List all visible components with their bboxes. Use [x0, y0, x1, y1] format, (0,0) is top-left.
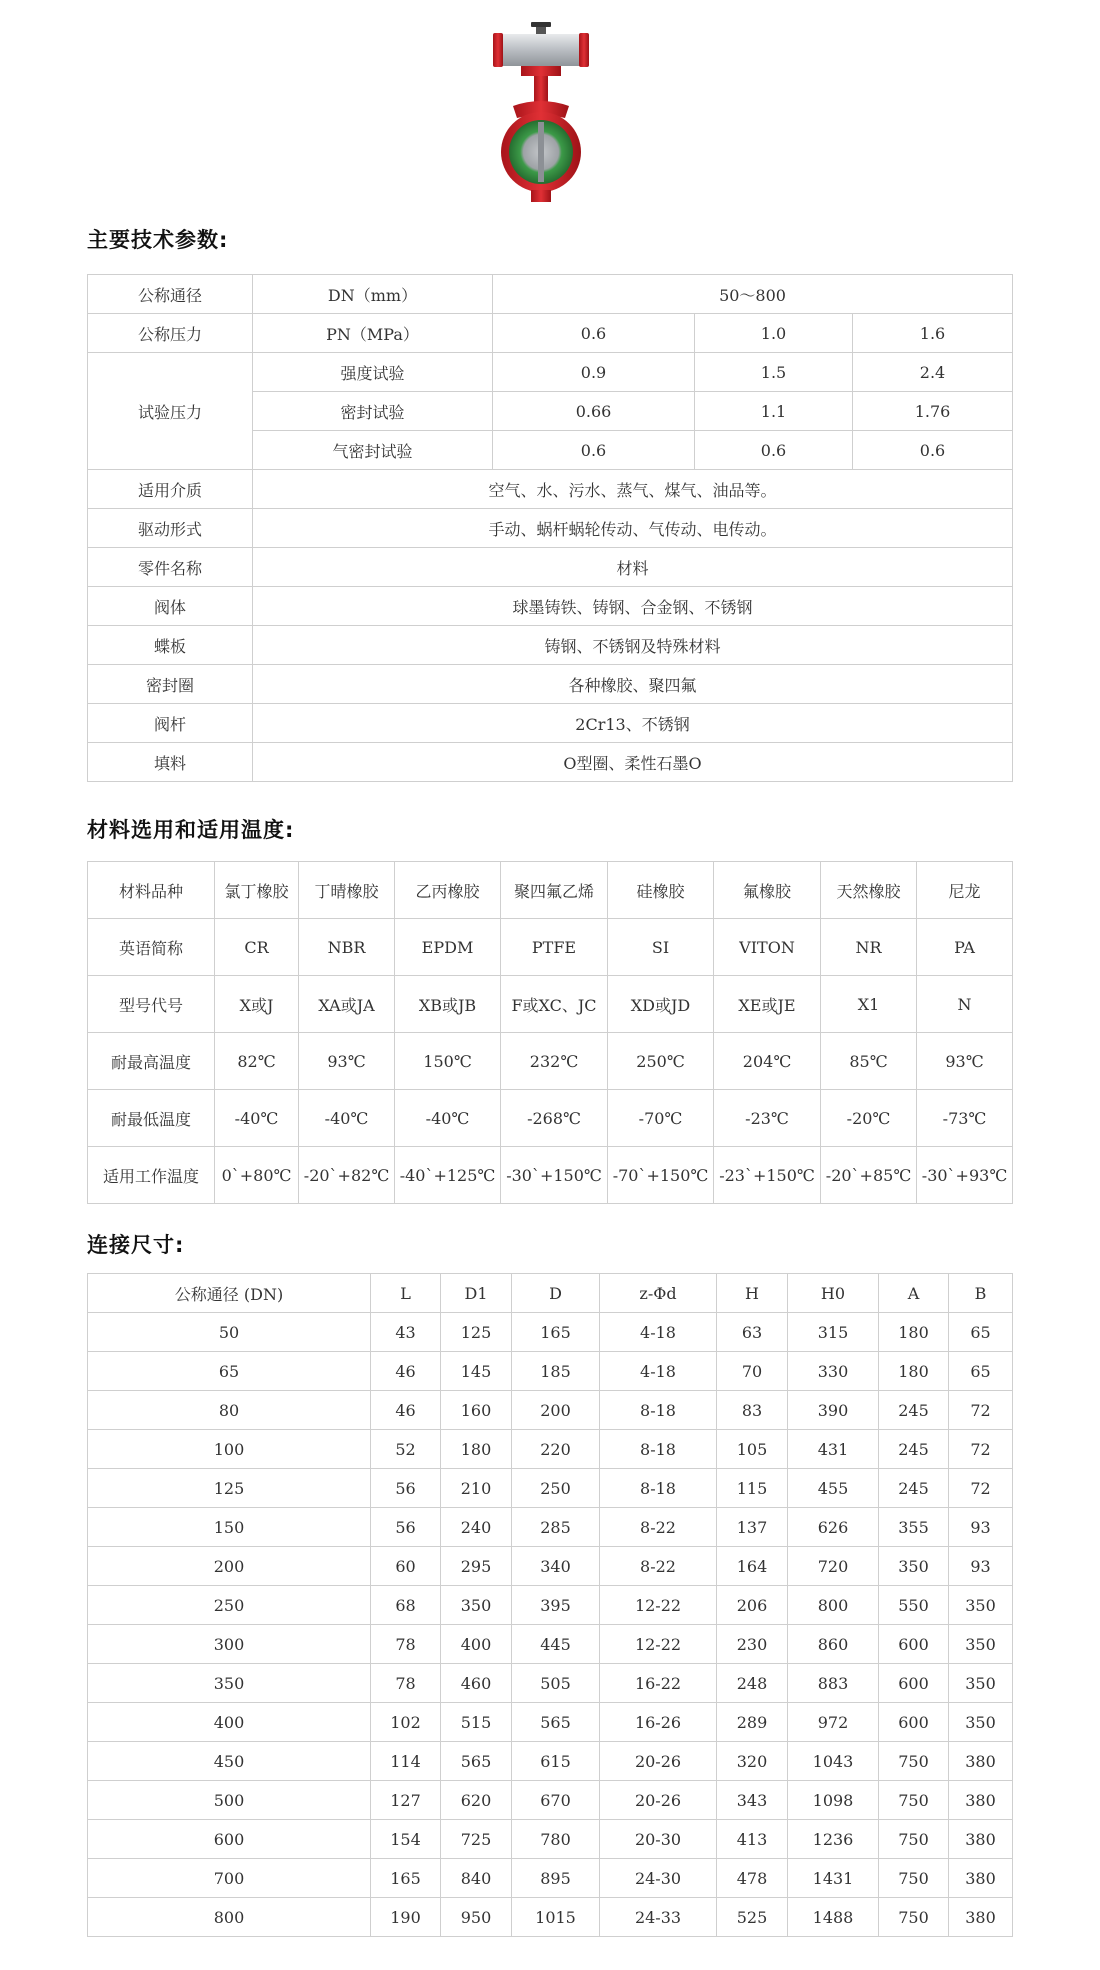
table-cell: 46 [371, 1352, 441, 1391]
table-cell: X或J [215, 976, 299, 1033]
table-cell: NR [821, 919, 917, 976]
table-cell: 硅橡胶 [608, 862, 714, 919]
table-cell: 180 [441, 1430, 512, 1469]
table-cell: 65 [949, 1352, 1013, 1391]
air-seal-value: 0.6 [695, 431, 853, 470]
table-cell: 耐最高温度 [88, 1033, 215, 1090]
table-cell: 355 [879, 1508, 949, 1547]
table-row [88, 704, 1013, 743]
main-params-heading: 主要技术参数: [87, 228, 229, 252]
table-cell: 250℃ [608, 1033, 714, 1090]
table-cell: 750 [879, 1781, 949, 1820]
table-cell: -30`+150℃ [501, 1147, 608, 1204]
disc-label: 蝶板 [88, 626, 253, 665]
strength-value: 1.5 [695, 353, 853, 392]
table-cell: 750 [879, 1820, 949, 1859]
table-row [88, 353, 1013, 392]
table-cell: 210 [441, 1469, 512, 1508]
table-cell: 125 [88, 1469, 371, 1508]
table-cell: 8-18 [600, 1391, 717, 1430]
table-cell: -30`+93℃ [917, 1147, 1013, 1204]
table-row [88, 626, 1013, 665]
disc-value: 铸钢、不锈钢及特殊材料 [253, 626, 1013, 665]
strength-test-label: 强度试验 [253, 353, 493, 392]
table-cell: 750 [879, 1742, 949, 1781]
pn-value: 1.6 [853, 314, 1013, 353]
table-cell: 550 [879, 1586, 949, 1625]
table-cell: 1431 [788, 1859, 879, 1898]
table-row [88, 1781, 1013, 1820]
table-cell: 390 [788, 1391, 879, 1430]
table-row [88, 275, 1013, 314]
table-cell: 380 [949, 1742, 1013, 1781]
table-row [88, 665, 1013, 704]
table-cell: 1236 [788, 1820, 879, 1859]
table-cell: 230 [717, 1625, 788, 1664]
table-cell: 100 [88, 1430, 371, 1469]
table-cell: 204℃ [714, 1033, 821, 1090]
table-cell: 250 [88, 1586, 371, 1625]
table-row [88, 1033, 1013, 1090]
table-cell: 670 [512, 1781, 600, 1820]
stem-value: 2Cr13、不锈钢 [253, 704, 1013, 743]
table-cell: 460 [441, 1664, 512, 1703]
main-params-table [87, 274, 1013, 782]
table-cell: 840 [441, 1859, 512, 1898]
table-row [88, 743, 1013, 782]
table-cell: 950 [441, 1898, 512, 1937]
table-cell: XA或JA [299, 976, 395, 1033]
table-cell: 315 [788, 1313, 879, 1352]
table-cell: 93 [949, 1547, 1013, 1586]
seal-value: 1.76 [853, 392, 1013, 431]
table-cell: 720 [788, 1547, 879, 1586]
table-cell: 565 [441, 1742, 512, 1781]
table-cell: 515 [441, 1703, 512, 1742]
column-header: H [717, 1274, 788, 1313]
table-cell: 4-18 [600, 1352, 717, 1391]
table-cell: 83 [717, 1391, 788, 1430]
table-cell: -70`+150℃ [608, 1147, 714, 1204]
table-cell: 氯丁橡胶 [215, 862, 299, 919]
table-cell: 455 [788, 1469, 879, 1508]
table-cell: 725 [441, 1820, 512, 1859]
table-row [88, 509, 1013, 548]
table-cell: 78 [371, 1664, 441, 1703]
table-cell: XE或JE [714, 976, 821, 1033]
table-cell: 160 [441, 1391, 512, 1430]
table-cell: 800 [788, 1586, 879, 1625]
materials-table [87, 861, 1013, 1204]
table-cell: 24-33 [600, 1898, 717, 1937]
table-cell: 70 [717, 1352, 788, 1391]
table-cell: 115 [717, 1469, 788, 1508]
drive-value: 手动、蜗杆蜗轮传动、气传动、电传动。 [253, 509, 1013, 548]
table-cell: 350 [441, 1586, 512, 1625]
table-cell: 185 [512, 1352, 600, 1391]
table-cell: 295 [441, 1547, 512, 1586]
table-cell: N [917, 976, 1013, 1033]
table-row [88, 1820, 1013, 1859]
table-cell: 220 [512, 1430, 600, 1469]
table-cell: 68 [371, 1586, 441, 1625]
table-cell: 180 [879, 1313, 949, 1352]
table-cell: 乙丙橡胶 [395, 862, 501, 919]
seal-ring-label: 密封圈 [88, 665, 253, 704]
table-cell: 50 [88, 1313, 371, 1352]
table-cell: 12-22 [600, 1586, 717, 1625]
table-row [88, 470, 1013, 509]
table-cell: 125 [441, 1313, 512, 1352]
column-header: A [879, 1274, 949, 1313]
table-cell: 289 [717, 1703, 788, 1742]
table-cell: 245 [879, 1391, 949, 1430]
table-row [88, 587, 1013, 626]
table-cell: 972 [788, 1703, 879, 1742]
table-cell: 英语简称 [88, 919, 215, 976]
table-cell: 350 [949, 1703, 1013, 1742]
table-cell: 105 [717, 1430, 788, 1469]
column-header: H0 [788, 1274, 879, 1313]
air-seal-value: 0.6 [853, 431, 1013, 470]
table-row [88, 1391, 1013, 1430]
table-row [88, 1090, 1013, 1147]
table-cell: 883 [788, 1664, 879, 1703]
table-cell: 165 [371, 1859, 441, 1898]
table-cell: 395 [512, 1586, 600, 1625]
column-header: L [371, 1274, 441, 1313]
table-row [88, 1859, 1013, 1898]
table-cell: 285 [512, 1508, 600, 1547]
table-cell: 350 [88, 1664, 371, 1703]
table-row [88, 314, 1013, 353]
table-cell: 137 [717, 1508, 788, 1547]
air-seal-value: 0.6 [493, 431, 695, 470]
table-cell: 天然橡胶 [821, 862, 917, 919]
table-row [88, 862, 1013, 919]
table-cell: 16-26 [600, 1703, 717, 1742]
table-cell: 46 [371, 1391, 441, 1430]
table-cell: 82℃ [215, 1033, 299, 1090]
table-cell: 127 [371, 1781, 441, 1820]
nominal-diameter-label: 公称通径 [88, 275, 253, 314]
table-row [88, 976, 1013, 1033]
table-cell: 450 [88, 1742, 371, 1781]
table-cell: 380 [949, 1820, 1013, 1859]
table-cell: 400 [441, 1625, 512, 1664]
table-cell: 145 [441, 1352, 512, 1391]
table-cell: VITON [714, 919, 821, 976]
seal-value: 0.66 [493, 392, 695, 431]
table-cell: -70℃ [608, 1090, 714, 1147]
seal-ring-value: 各种橡胶、聚四氟 [253, 665, 1013, 704]
table-cell: 52 [371, 1430, 441, 1469]
table-cell: 565 [512, 1703, 600, 1742]
table-cell: 800 [88, 1898, 371, 1937]
table-cell: 600 [879, 1664, 949, 1703]
table-cell: 860 [788, 1625, 879, 1664]
table-cell: 380 [949, 1898, 1013, 1937]
table-cell: -40℃ [299, 1090, 395, 1147]
column-header: B [949, 1274, 1013, 1313]
table-cell: 615 [512, 1742, 600, 1781]
table-cell: 413 [717, 1820, 788, 1859]
table-row [88, 1430, 1013, 1469]
table-cell: 350 [949, 1664, 1013, 1703]
table-cell: -20℃ [821, 1090, 917, 1147]
medium-label: 适用介质 [88, 470, 253, 509]
table-cell: 丁晴橡胶 [299, 862, 395, 919]
table-cell: 20-30 [600, 1820, 717, 1859]
dn-range: 50～800 [493, 275, 1013, 314]
table-cell: 164 [717, 1547, 788, 1586]
table-cell: 245 [879, 1469, 949, 1508]
body-label: 阀体 [88, 587, 253, 626]
air-seal-test-label: 气密封试验 [253, 431, 493, 470]
table-cell: -23℃ [714, 1090, 821, 1147]
table-cell: 80 [88, 1391, 371, 1430]
table-cell: SI [608, 919, 714, 976]
table-cell: -20`+82℃ [299, 1147, 395, 1204]
stem-label: 阀杆 [88, 704, 253, 743]
table-cell: 431 [788, 1430, 879, 1469]
table-cell: 240 [441, 1508, 512, 1547]
table-row [88, 1742, 1013, 1781]
table-cell: CR [215, 919, 299, 976]
table-cell: 8-18 [600, 1430, 717, 1469]
table-cell: -268℃ [501, 1090, 608, 1147]
table-cell: 聚四氟乙烯 [501, 862, 608, 919]
table-cell: 154 [371, 1820, 441, 1859]
table-cell: 43 [371, 1313, 441, 1352]
table-cell: 600 [879, 1625, 949, 1664]
table-row [88, 548, 1013, 587]
table-cell: 248 [717, 1664, 788, 1703]
table-cell: -23`+150℃ [714, 1147, 821, 1204]
table-cell: 478 [717, 1859, 788, 1898]
table-cell: 65 [949, 1313, 1013, 1352]
table-cell: 8-18 [600, 1469, 717, 1508]
table-cell: 600 [879, 1703, 949, 1742]
part-name-label: 零件名称 [88, 548, 253, 587]
pn-value: 1.0 [695, 314, 853, 353]
column-header: 公称通径 (DN) [88, 1274, 371, 1313]
table-cell: 72 [949, 1430, 1013, 1469]
table-cell: 525 [717, 1898, 788, 1937]
table-cell: -73℃ [917, 1090, 1013, 1147]
table-cell: 65 [88, 1352, 371, 1391]
dimensions-heading: 连接尺寸: [87, 1233, 185, 1257]
table-cell: 380 [949, 1781, 1013, 1820]
table-row [88, 1898, 1013, 1937]
table-cell: 78 [371, 1625, 441, 1664]
table-cell: EPDM [395, 919, 501, 976]
table-cell: 16-22 [600, 1664, 717, 1703]
table-row [88, 1703, 1013, 1742]
strength-value: 0.9 [493, 353, 695, 392]
table-cell: 340 [512, 1547, 600, 1586]
table-cell: 232℃ [501, 1033, 608, 1090]
packing-label: 填料 [88, 743, 253, 782]
table-cell: 380 [949, 1859, 1013, 1898]
table-cell: 72 [949, 1391, 1013, 1430]
table-cell: F或XC、JC [501, 976, 608, 1033]
table-row [88, 1469, 1013, 1508]
table-header-row [88, 1274, 1013, 1313]
dn-unit: DN（mm） [253, 275, 493, 314]
table-cell: 206 [717, 1586, 788, 1625]
table-cell: 150℃ [395, 1033, 501, 1090]
table-cell: 190 [371, 1898, 441, 1937]
table-cell: 500 [88, 1781, 371, 1820]
table-cell: 505 [512, 1664, 600, 1703]
dimensions-table [87, 1273, 1013, 1937]
table-row [88, 919, 1013, 976]
table-cell: -40℃ [215, 1090, 299, 1147]
table-cell: 60 [371, 1547, 441, 1586]
table-cell: 适用工作温度 [88, 1147, 215, 1204]
table-cell: 200 [88, 1547, 371, 1586]
table-cell: 626 [788, 1508, 879, 1547]
table-cell: 200 [512, 1391, 600, 1430]
table-cell: -20`+85℃ [821, 1147, 917, 1204]
table-cell: 0`+80℃ [215, 1147, 299, 1204]
table-cell: 895 [512, 1859, 600, 1898]
table-cell: 400 [88, 1703, 371, 1742]
table-cell: 24-30 [600, 1859, 717, 1898]
pn-unit: PN（MPa） [253, 314, 493, 353]
table-cell: 750 [879, 1859, 949, 1898]
column-header: z-Φd [600, 1274, 717, 1313]
table-cell: 114 [371, 1742, 441, 1781]
table-row [88, 1147, 1013, 1204]
table-cell: 1015 [512, 1898, 600, 1937]
body-value: 球墨铸铁、铸钢、合金钢、不锈钢 [253, 587, 1013, 626]
table-cell: 320 [717, 1742, 788, 1781]
seal-test-label: 密封试验 [253, 392, 493, 431]
table-cell: 型号代号 [88, 976, 215, 1033]
table-row [88, 1508, 1013, 1547]
material-header: 材料 [253, 548, 1013, 587]
table-cell: -40`+125℃ [395, 1147, 501, 1204]
table-cell: 耐最低温度 [88, 1090, 215, 1147]
table-cell: 1043 [788, 1742, 879, 1781]
table-cell: 620 [441, 1781, 512, 1820]
table-cell: 1488 [788, 1898, 879, 1937]
table-cell: 343 [717, 1781, 788, 1820]
table-cell: 300 [88, 1625, 371, 1664]
table-cell: 56 [371, 1508, 441, 1547]
table-cell: PTFE [501, 919, 608, 976]
table-cell: 350 [949, 1625, 1013, 1664]
table-cell: 750 [879, 1898, 949, 1937]
table-cell: 尼龙 [917, 862, 1013, 919]
table-cell: 8-22 [600, 1508, 717, 1547]
table-cell: 250 [512, 1469, 600, 1508]
packing-value: O型圈、柔性石墨O [253, 743, 1013, 782]
strength-value: 2.4 [853, 353, 1013, 392]
table-cell: 93℃ [299, 1033, 395, 1090]
table-cell: 93 [949, 1508, 1013, 1547]
table-cell: 56 [371, 1469, 441, 1508]
table-cell: 20-26 [600, 1781, 717, 1820]
table-cell: 700 [88, 1859, 371, 1898]
table-cell: 165 [512, 1313, 600, 1352]
medium-value: 空气、水、污水、蒸气、煤气、油品等。 [253, 470, 1013, 509]
butterfly-valve-image [491, 22, 591, 212]
table-cell: 350 [879, 1547, 949, 1586]
table-cell: 4-18 [600, 1313, 717, 1352]
seal-value: 1.1 [695, 392, 853, 431]
table-cell: 330 [788, 1352, 879, 1391]
table-row [88, 1352, 1013, 1391]
table-row [88, 1547, 1013, 1586]
materials-heading: 材料选用和适用温度: [87, 818, 295, 842]
table-cell: 180 [879, 1352, 949, 1391]
table-cell: PA [917, 919, 1013, 976]
pn-value: 0.6 [493, 314, 695, 353]
table-cell: 63 [717, 1313, 788, 1352]
table-row [88, 1586, 1013, 1625]
table-cell: 445 [512, 1625, 600, 1664]
table-cell: NBR [299, 919, 395, 976]
table-cell: 材料品种 [88, 862, 215, 919]
table-cell: 102 [371, 1703, 441, 1742]
table-cell: 氟橡胶 [714, 862, 821, 919]
table-cell: 8-22 [600, 1547, 717, 1586]
table-cell: X1 [821, 976, 917, 1033]
test-pressure-label: 试验压力 [88, 353, 253, 470]
table-cell: 350 [949, 1586, 1013, 1625]
table-cell: XB或JB [395, 976, 501, 1033]
table-cell: 600 [88, 1820, 371, 1859]
table-cell: 93℃ [917, 1033, 1013, 1090]
drive-label: 驱动形式 [88, 509, 253, 548]
table-cell: 85℃ [821, 1033, 917, 1090]
table-cell: 150 [88, 1508, 371, 1547]
table-cell: 12-22 [600, 1625, 717, 1664]
table-row [88, 1313, 1013, 1352]
nominal-pressure-label: 公称压力 [88, 314, 253, 353]
table-row [88, 1625, 1013, 1664]
column-header: D1 [441, 1274, 512, 1313]
column-header: D [512, 1274, 600, 1313]
table-cell: -40℃ [395, 1090, 501, 1147]
table-row [88, 1664, 1013, 1703]
table-cell: 1098 [788, 1781, 879, 1820]
table-cell: 72 [949, 1469, 1013, 1508]
table-cell: 20-26 [600, 1742, 717, 1781]
table-cell: 245 [879, 1430, 949, 1469]
table-cell: 780 [512, 1820, 600, 1859]
table-cell: XD或JD [608, 976, 714, 1033]
